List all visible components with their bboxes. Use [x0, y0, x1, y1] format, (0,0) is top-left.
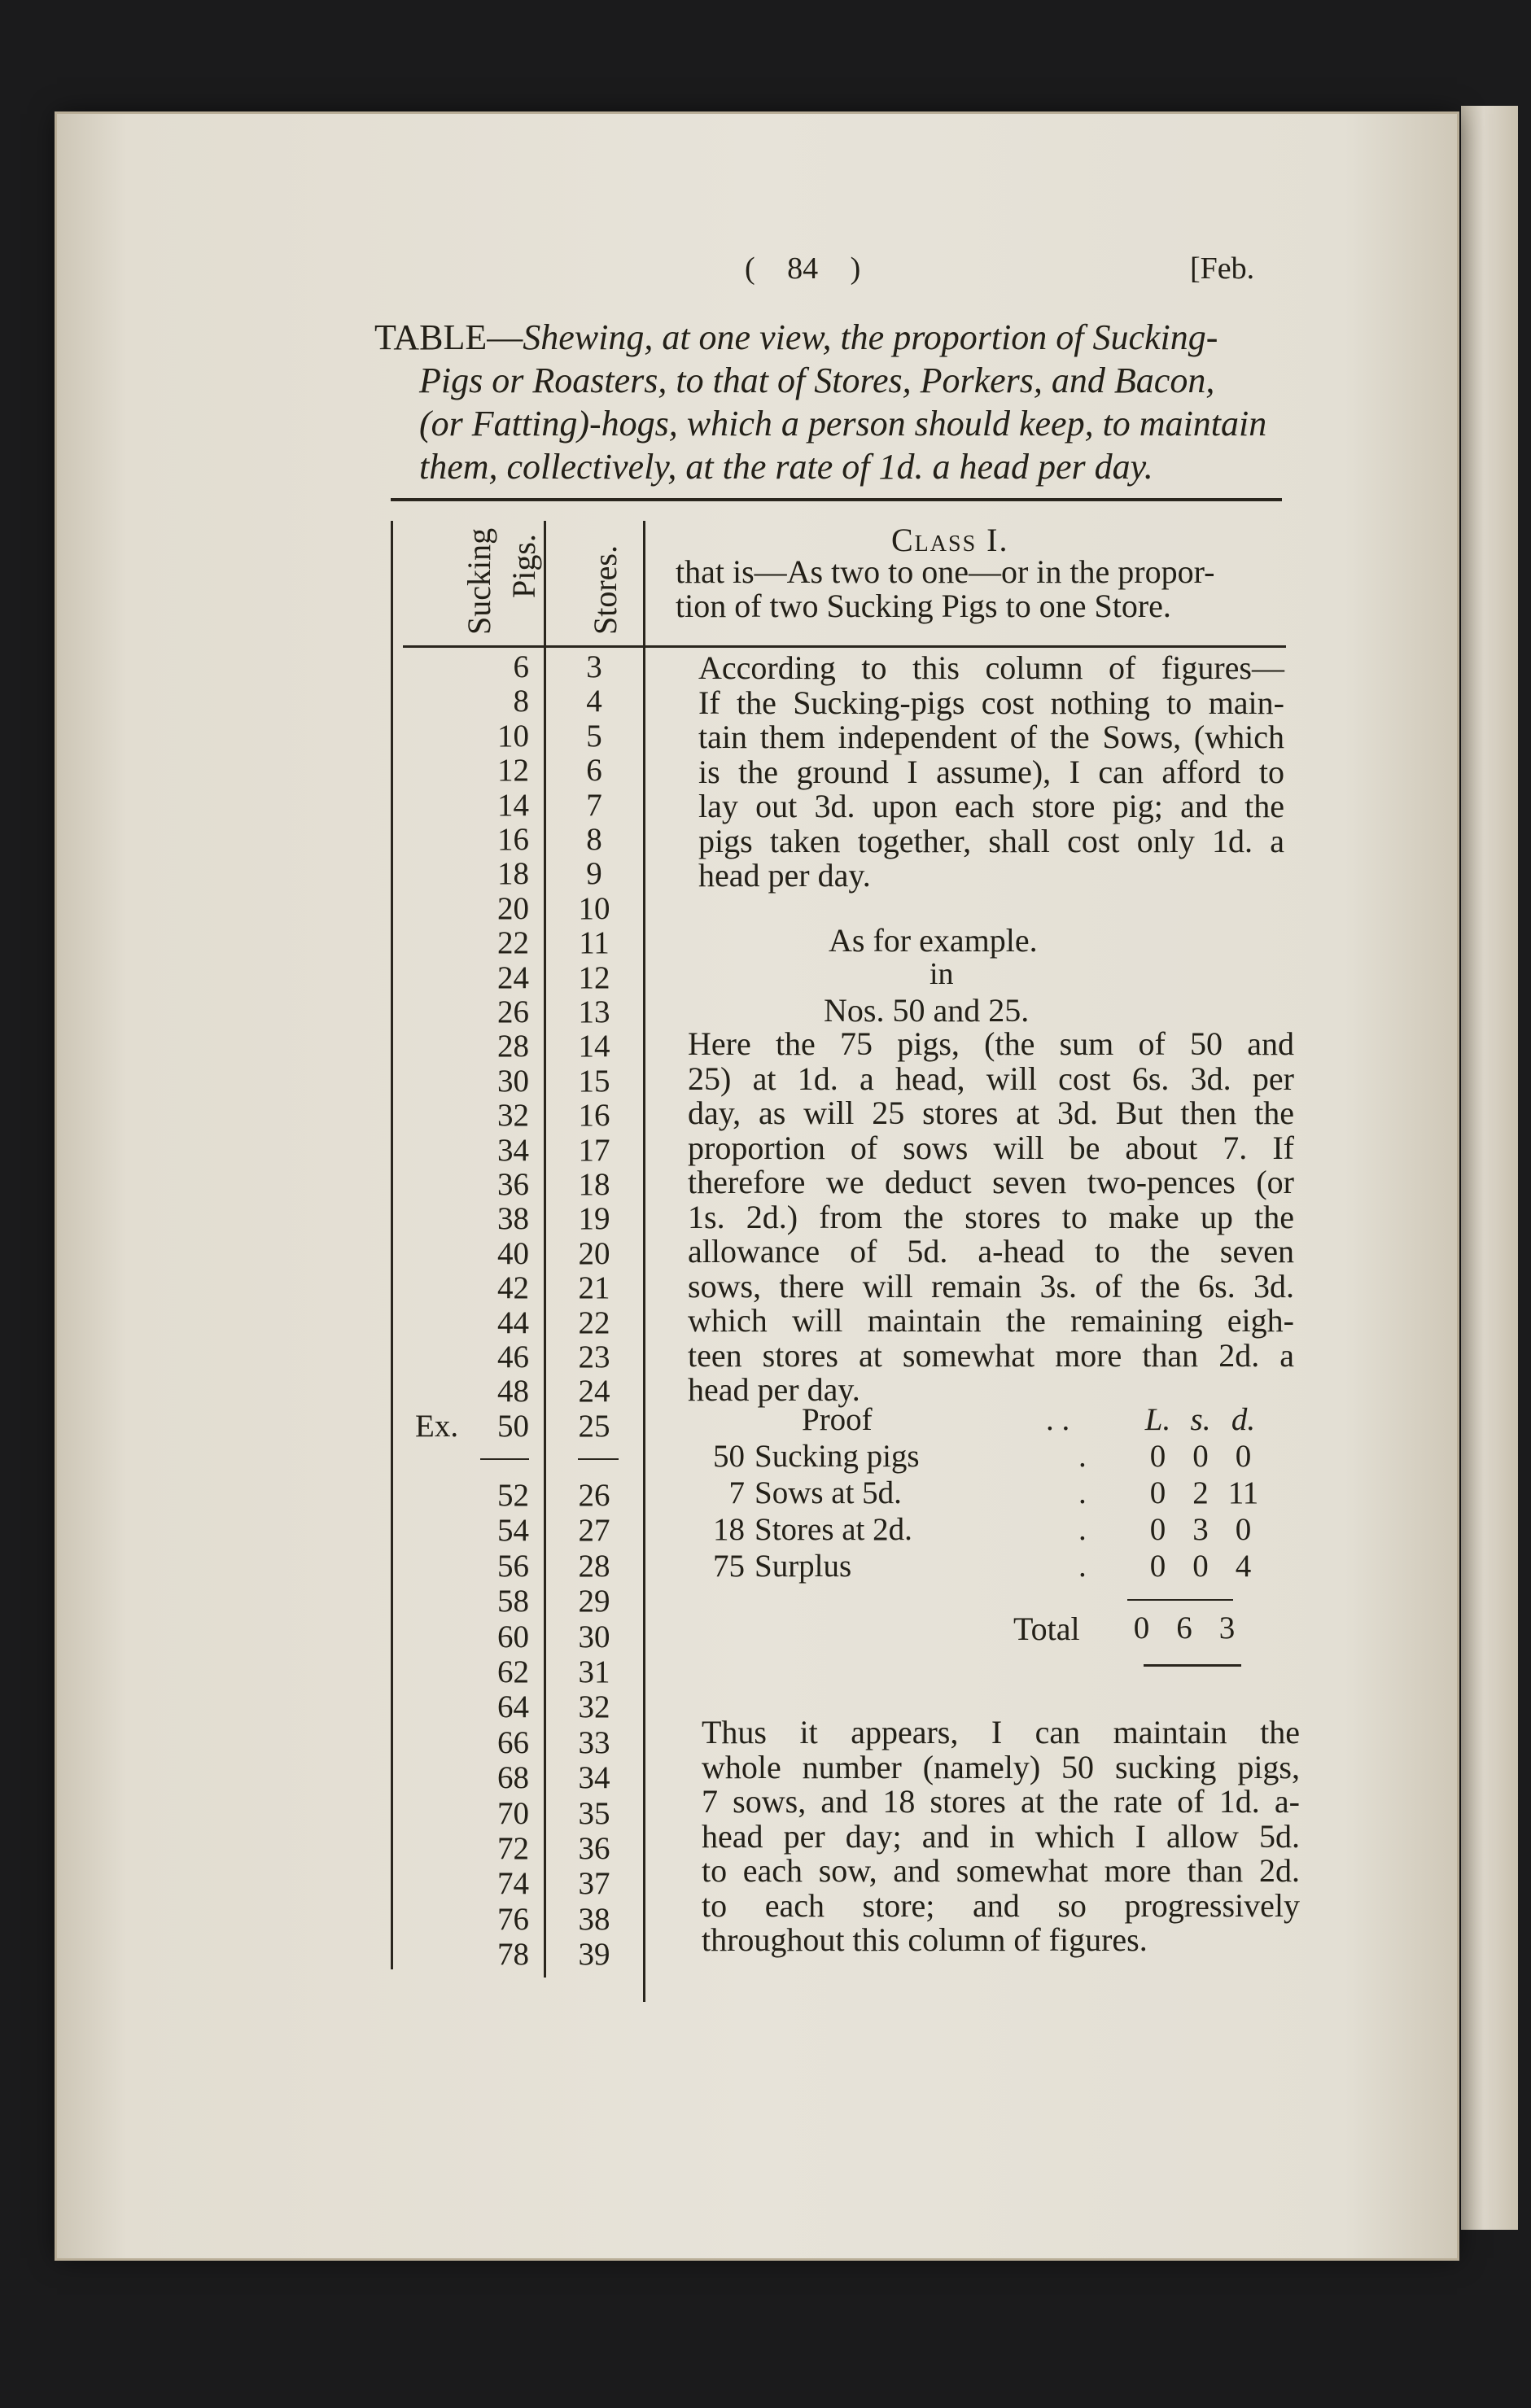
stores-cell: 38	[578, 1901, 610, 1937]
example-in: in	[930, 957, 954, 991]
sucking-pigs-cell: 78	[497, 1937, 529, 1973]
sucking-pigs-cell: 34	[497, 1132, 529, 1168]
text-line: 7 sows, and 18 stores at the rate of 1d. a-	[702, 1783, 1300, 1820]
stores-cell: 16	[578, 1098, 610, 1134]
proof-s: 0	[1192, 1439, 1209, 1474]
stores-cell: 26	[578, 1478, 610, 1513]
adjacent-page-edge	[1461, 106, 1518, 2230]
title-line-1: Shewing, at one view, the proportion of Sucking-	[523, 317, 1218, 357]
text-line: proportion of sows will be about 7. If	[688, 1129, 1294, 1166]
proof-dot: .	[1078, 1439, 1087, 1474]
proof-block	[700, 1401, 1266, 1584]
sucking-pigs-cell: 24	[497, 959, 529, 995]
text-line: If the Sucking-pigs cost nothing to main-	[698, 684, 1284, 721]
stores-cell: 31	[578, 1654, 610, 1689]
sucking-pigs-cell: 76	[497, 1901, 529, 1937]
proof-d: 11	[1227, 1475, 1259, 1510]
sucking-pigs-cell: 62	[497, 1654, 529, 1689]
stores-cell: 7	[586, 787, 602, 823]
stores-cell: 22	[578, 1305, 610, 1340]
stores-cell: 4	[586, 684, 602, 719]
text-line: 1s. 2d.) from the stores to make up the	[688, 1198, 1294, 1235]
sucking-pigs-cell: 66	[497, 1724, 529, 1760]
example-heading: As for example.	[829, 922, 1038, 959]
proof-qty: 75	[713, 1549, 745, 1584]
stores-cell: 21	[578, 1270, 610, 1306]
proof-row	[700, 1511, 1266, 1548]
text-line: throughout this column of figures.	[702, 1921, 1148, 1958]
stores-cell: 3	[586, 649, 602, 684]
text-line: to each sow, and somewhat more than 2d.	[702, 1852, 1300, 1889]
stores-cell: 36	[578, 1831, 610, 1866]
proof-dot: .	[1078, 1512, 1087, 1547]
proof-dot: .	[1078, 1549, 1087, 1584]
proof-l: 0	[1149, 1512, 1166, 1547]
header-sucking: Sucking	[461, 527, 497, 635]
page-header	[745, 251, 860, 286]
page-number: 84	[787, 251, 819, 286]
sucking-pigs-cell: 14	[497, 787, 529, 823]
proof-d: 0	[1235, 1439, 1252, 1474]
stores-cell: 34	[578, 1760, 610, 1796]
proof-d: 0	[1235, 1512, 1252, 1547]
proof-heading: Proof	[802, 1402, 873, 1437]
table-top-rule	[391, 498, 1282, 501]
running-head: [Feb.	[1190, 251, 1255, 286]
sucking-pigs-cell: 52	[497, 1478, 529, 1513]
proof-total-d: 3	[1218, 1610, 1236, 1645]
proof-qty: 18	[713, 1512, 745, 1547]
proof-l: 0	[1149, 1439, 1166, 1474]
sucking-pigs-cell: 58	[497, 1584, 529, 1619]
sucking-pigs-cell: 30	[497, 1063, 529, 1099]
class-line-2: tion of two Sucking Pigs to one Store.	[676, 588, 1171, 624]
sucking-pigs-cell: 50	[497, 1408, 529, 1444]
proof-dot: .	[1078, 1475, 1087, 1510]
text-line: whole number (namely) 50 sucking pigs,	[702, 1748, 1300, 1785]
stores-cell: 8	[586, 822, 602, 857]
example-rule-left	[480, 1458, 529, 1460]
stores-cell: 32	[578, 1689, 610, 1725]
example-label: Ex.	[415, 1409, 459, 1444]
text-line: tain them independent of the Sows, (which	[698, 719, 1284, 755]
sucking-pigs-cell: 26	[497, 994, 529, 1029]
sucking-pigs-cell: 18	[497, 856, 529, 892]
proof-total-s: 6	[1176, 1610, 1192, 1645]
sucking-pigs-cell: 64	[497, 1689, 529, 1725]
stores-cell: 30	[578, 1619, 610, 1654]
sucking-pigs-cell: 54	[497, 1513, 529, 1549]
text-line: head per day.	[698, 857, 871, 894]
sucking-pigs-cell: 10	[497, 718, 529, 754]
proof-col-s: s.	[1190, 1402, 1211, 1437]
proof-sum-rule	[1127, 1599, 1233, 1601]
table-header-rule	[403, 645, 1286, 648]
proof-header-row	[700, 1401, 1266, 1438]
sucking-pigs-cell: 72	[497, 1831, 529, 1866]
sucking-pigs-cell: 6	[513, 649, 529, 684]
example-rule-right	[578, 1458, 619, 1460]
stores-cell: 17	[578, 1132, 610, 1168]
stores-cell: 33	[578, 1724, 610, 1760]
sucking-pigs-cell: 8	[513, 684, 529, 719]
stores-text-divider	[643, 521, 645, 2002]
sucking-stores-divider	[544, 521, 546, 1978]
proof-l: 0	[1149, 1475, 1166, 1510]
sucking-pigs-cell: 40	[497, 1235, 529, 1271]
stores-cell: 29	[578, 1584, 610, 1619]
stores-cell: 39	[578, 1937, 610, 1973]
proof-row	[700, 1438, 1266, 1475]
stores-cell: 23	[578, 1339, 610, 1374]
open-paren: (	[745, 251, 755, 286]
proof-row	[700, 1475, 1266, 1511]
text-line: allowance of 5d. a-head to the seven	[688, 1233, 1294, 1270]
header-pigs: Pigs.	[505, 534, 542, 598]
sucking-pigs-cell: 20	[497, 890, 529, 926]
stores-cell: 13	[578, 994, 610, 1029]
proof-row	[700, 1548, 1266, 1584]
text-line: which will maintain the remaining eigh-	[688, 1302, 1294, 1339]
sucking-pigs-cell: 74	[497, 1866, 529, 1902]
sucking-pigs-cell: 60	[497, 1619, 529, 1654]
text-line: therefore we deduct seven two-pences (or	[688, 1164, 1294, 1200]
stores-cell: 6	[586, 753, 602, 789]
table-left-rule	[391, 521, 393, 1969]
proof-s: 3	[1192, 1512, 1209, 1547]
proof-s: 0	[1192, 1549, 1209, 1584]
stores-cell: 19	[578, 1201, 610, 1237]
text-line: head per day; and in which I allow 5d.	[702, 1817, 1300, 1855]
proof-s: 2	[1192, 1475, 1209, 1510]
stores-cell: 12	[578, 959, 610, 995]
example-numbers: Nos. 50 and 25.	[824, 992, 1030, 1029]
proof-qty: 7	[728, 1475, 745, 1510]
text-line: teen stores at somewhat more than 2d. a	[688, 1336, 1294, 1374]
sucking-pigs-cell: 36	[497, 1167, 529, 1202]
text-line: to each store; and so progressively	[702, 1886, 1300, 1924]
stores-cell: 24	[578, 1374, 610, 1409]
proof-qty: 50	[713, 1439, 745, 1474]
stores-cell: 25	[578, 1408, 610, 1444]
text-line: is the ground I assume), I can afford to	[698, 753, 1284, 790]
stores-cell: 10	[578, 890, 610, 926]
sucking-pigs-cell: 12	[497, 753, 529, 789]
title-line-4: them, collectively, at the rate of 1d. a head per day.	[419, 447, 1153, 487]
stores-cell: 35	[578, 1795, 610, 1831]
table-title	[374, 316, 1218, 359]
proof-d: 4	[1235, 1549, 1252, 1584]
sucking-pigs-cell: 70	[497, 1795, 529, 1831]
stores-cell: 15	[578, 1063, 610, 1099]
sucking-pigs-cell: 22	[497, 925, 529, 961]
title-line-3: (or Fatting)-hogs, which a person should keep, to maintain	[419, 404, 1267, 444]
class-title: Class I.	[891, 522, 1009, 558]
stores-cell: 9	[586, 856, 602, 892]
text-line: pigs taken together, shall cost only 1d. a	[698, 822, 1284, 859]
stores-cell: 27	[578, 1513, 610, 1549]
sucking-pigs-cell: 16	[497, 822, 529, 857]
proof-item: Surplus	[755, 1549, 852, 1584]
proof-total-l: 0	[1133, 1610, 1150, 1645]
text-line: 25) at 1d. a head, will cost 6s. 3d. per	[688, 1060, 1294, 1097]
text-line: sows, there will remain 3s. of the 6s. 3d.	[688, 1267, 1294, 1305]
stores-cell: 20	[578, 1235, 610, 1271]
stores-cell: 37	[578, 1866, 610, 1902]
stores-cell: 5	[586, 718, 602, 754]
proof-dots: . .	[1046, 1402, 1070, 1437]
proof-col-l: L.	[1144, 1402, 1171, 1437]
proof-l: 0	[1149, 1549, 1166, 1584]
title-prefix: TABLE—	[374, 317, 523, 357]
text-line: head per day.	[688, 1371, 860, 1408]
sucking-pigs-cell: 42	[497, 1270, 529, 1306]
header-stores: Stores.	[587, 545, 623, 635]
sucking-pigs-cell: 46	[497, 1339, 529, 1374]
sucking-pigs-cell: 68	[497, 1760, 529, 1796]
proof-total-rule	[1144, 1664, 1241, 1667]
text-line: Here the 75 pigs, (the sum of 50 and	[688, 1025, 1294, 1062]
stores-cell: 28	[578, 1548, 610, 1584]
proof-item: Sows at 5d.	[755, 1475, 902, 1510]
text-line: day, as will 25 stores at 3d. But then the	[688, 1095, 1294, 1131]
stores-cell: 11	[579, 925, 610, 961]
sucking-pigs-cell: 48	[497, 1374, 529, 1409]
sucking-pigs-cell: 38	[497, 1201, 529, 1237]
sucking-pigs-cell: 32	[497, 1098, 529, 1134]
text-line: Thus it appears, I can maintain the	[702, 1714, 1300, 1750]
proof-col-d: d.	[1231, 1402, 1256, 1437]
stores-cell: 14	[578, 1029, 610, 1064]
sucking-pigs-cell: 28	[497, 1029, 529, 1064]
proof-item: Stores at 2d.	[755, 1512, 912, 1547]
close-paren: )	[850, 251, 861, 286]
proof-item: Sucking pigs	[755, 1439, 920, 1474]
proof-total-label: Total	[1013, 1610, 1080, 1647]
stores-cell: 18	[578, 1167, 610, 1202]
title-line-2: Pigs or Roasters, to that of Stores, Porkers, and Bacon,	[419, 361, 1215, 400]
class-line-1: that is—As two to one—or in the propor-	[676, 553, 1215, 590]
sucking-pigs-cell: 44	[497, 1305, 529, 1340]
text-line: lay out 3d. upon each store pig; and the	[698, 788, 1284, 824]
text-line: According to this column of figures—	[698, 649, 1284, 686]
sucking-pigs-cell: 56	[497, 1548, 529, 1584]
